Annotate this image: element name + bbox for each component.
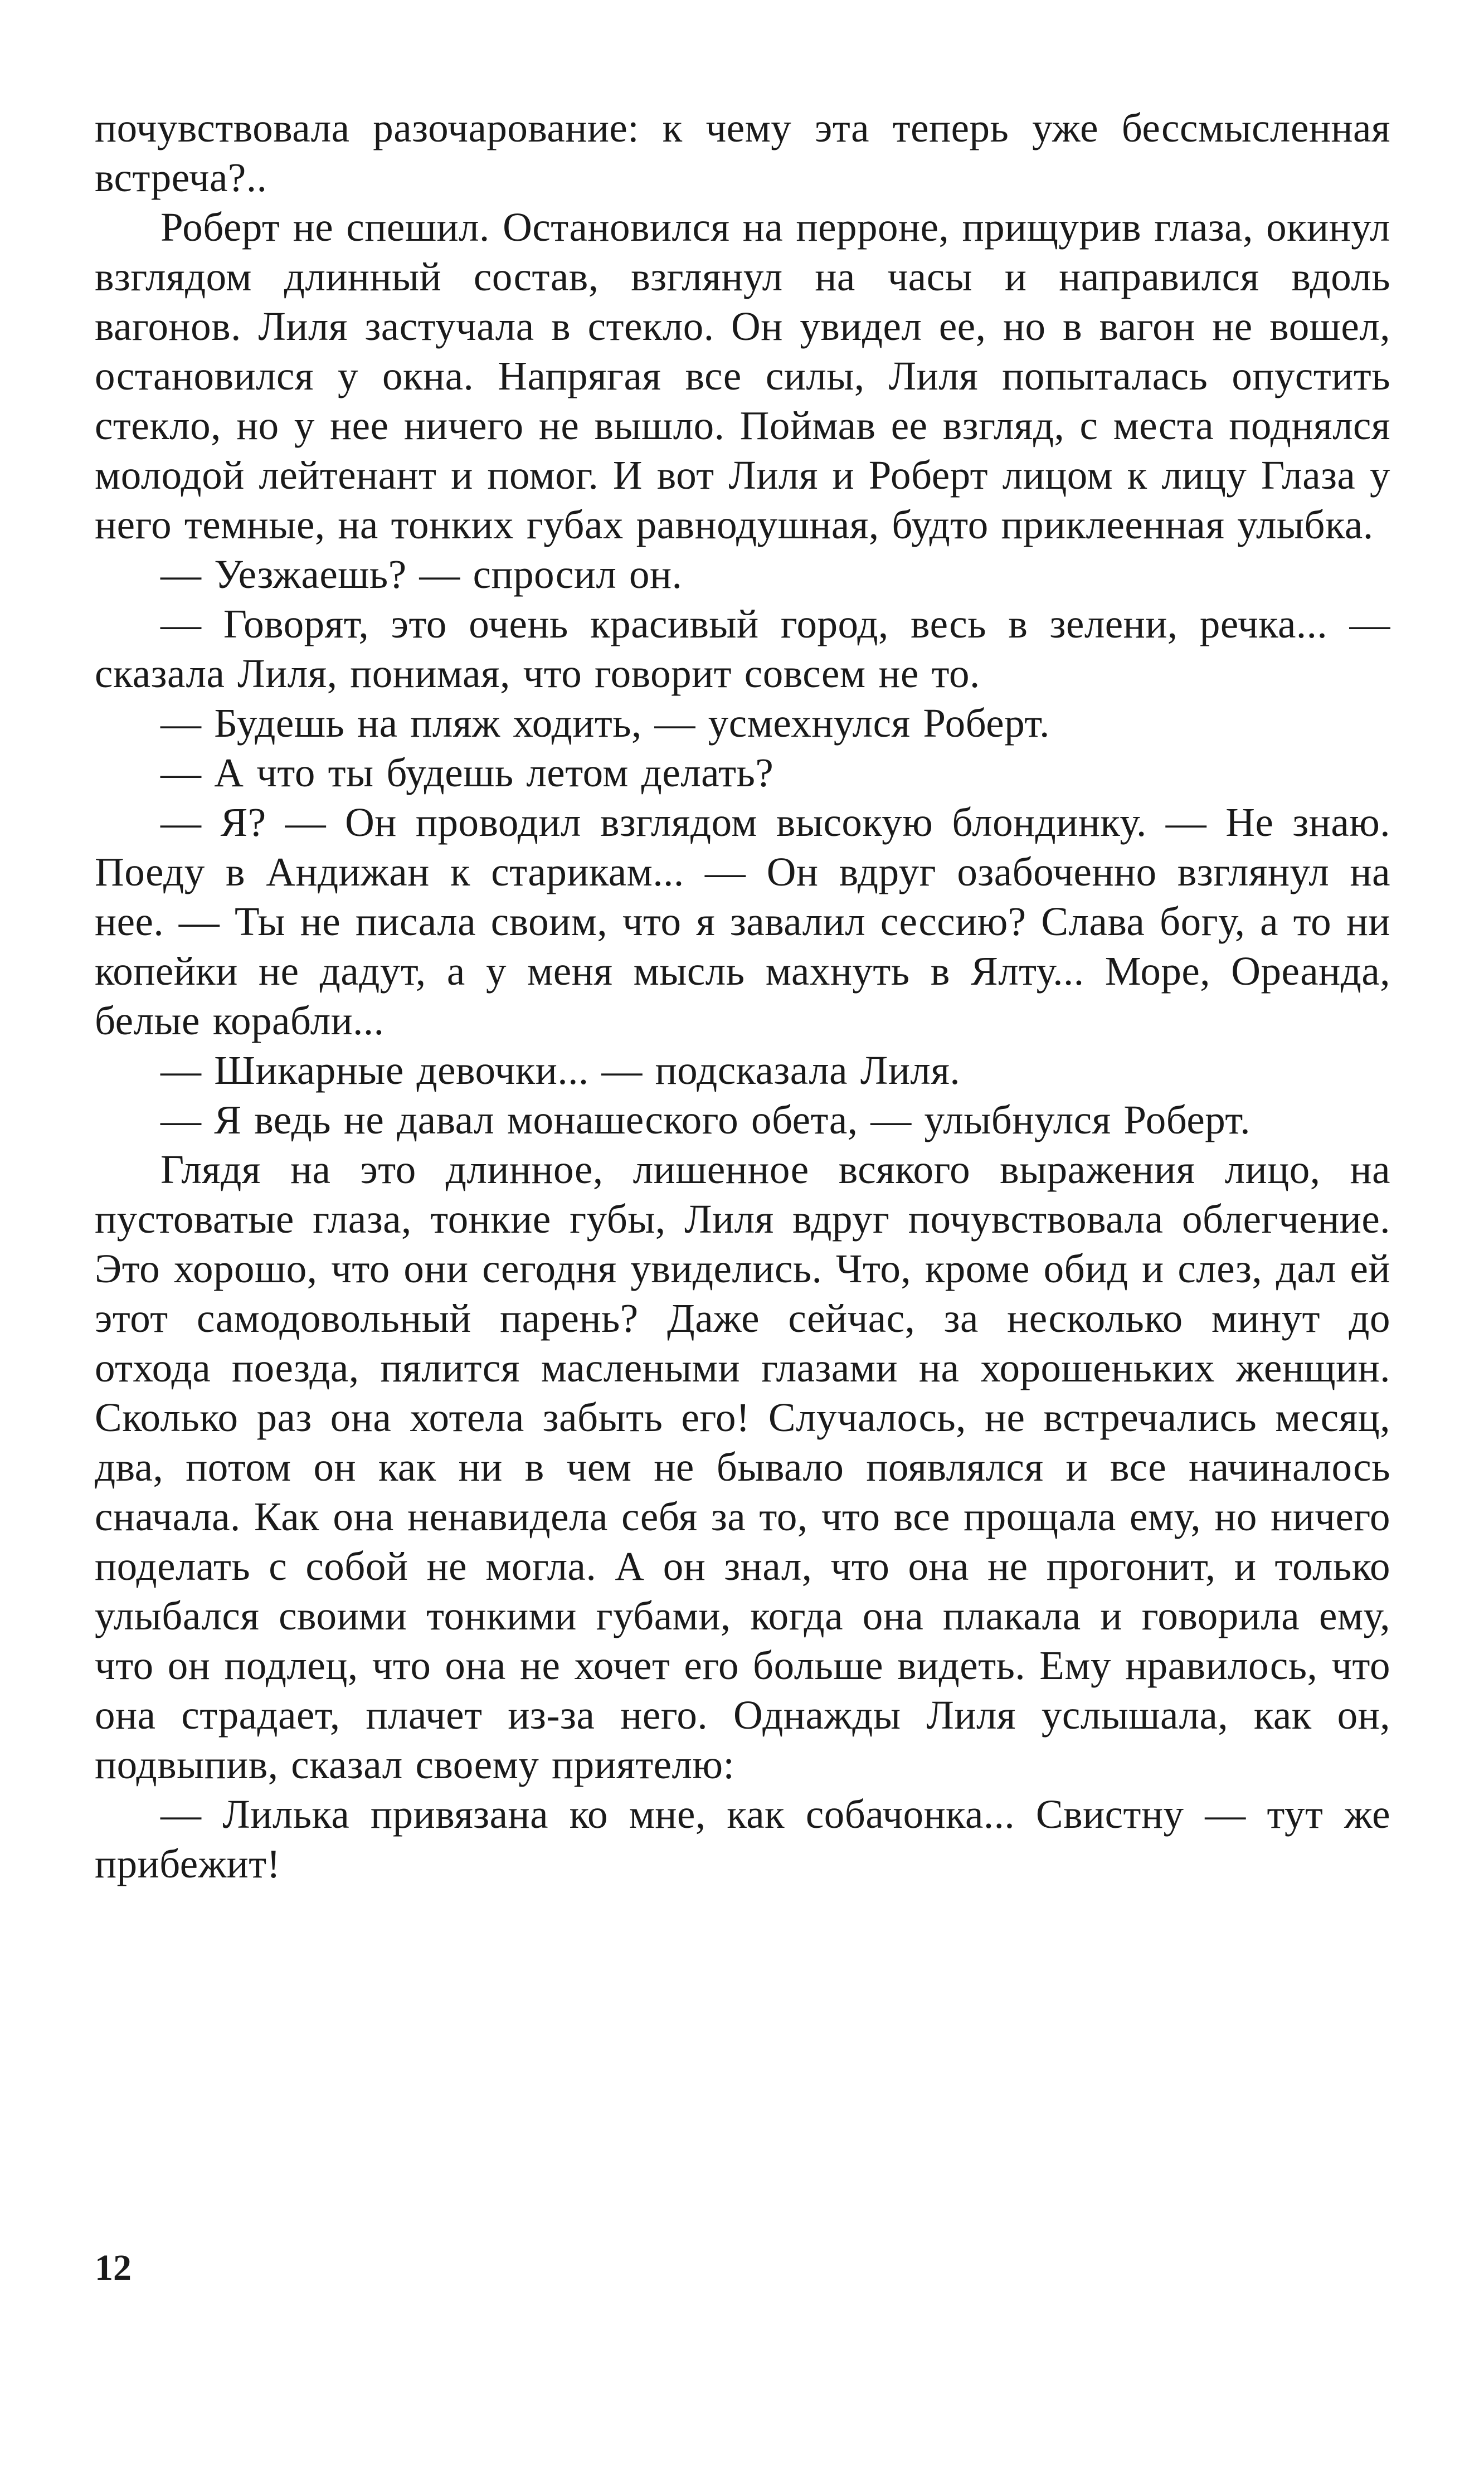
dialogue-line: — Шикарные девочки... — подсказала Лиля. xyxy=(160,1048,961,1093)
dialogue-line: — Будешь на пляж ходить, — усмехнулся Роберт. xyxy=(160,700,1050,746)
dialogue-line: — Я? — Он проводил взглядом высокую блондинку. — Не знаю. Поеду в Андижан к старикам... — Он вдруг озабоченно взглянул на нее. — Ты не писала своим, что я завалил сессию? Слава богу, а то ни копейки не дадут, а у меня мысль махнуть в Ялту... Море, Ореанда, белые корабли... xyxy=(95,800,1390,1043)
dialogue-line: — Уезжаешь? — спросил он. xyxy=(160,552,683,597)
dialogue-line: — Я ведь не давал монашеского обета, — улыбнулся Роберт. xyxy=(160,1097,1251,1142)
dialogue-line: — А что ты будешь летом делать? xyxy=(160,750,774,795)
page-number: 12 xyxy=(95,2247,132,2288)
dialogue-line: — Говорят, это очень красивый город, весь в зелени, речка... — сказала Лиля, понимая, что говорит совсем не то. xyxy=(95,601,1390,696)
dialogue-line: — Лилька привязана ко мне, как собачонка... Свистну — тут же прибежит! xyxy=(95,1792,1390,1886)
paragraph-robert-arrives: Роберт не спешил. Остановился на перроне, прищурив глаза, окинул взглядом длинный состав, взглянул на часы и направился вдоль вагонов. Лиля застучала в стекло. Он увидел ее, но в вагон не вошел, остановился у окна. Напрягая все силы, Лиля попыталась опустить стекло, но у нее ничего не вышло. Поймав ее взгляд, с места поднялся молодой лейтенант и помог. И вот Лиля и Роберт лицом к лицу Глаза у него темные, на тонких губах равнодушная, будто приклеенная улыбка. xyxy=(95,205,1390,547)
paragraph-continuation: почувствовала разочарование: к чему эта теперь уже бессмысленная встреча?.. xyxy=(95,105,1390,200)
paragraph-lilya-relief: Глядя на это длинное, лишенное всякого выражения лицо, на пустоватые глаза, тонкие губы, Лиля вдруг почувствовала облегчение. Это хорошо, что они сегодня увиделись. Что, кроме обид и слез, дал ей этот самодовольный парень? Даже сейчас, за несколько минут до отхода поезда, пялится маслеными глазами на хорошеньких женщин. Сколько раз она хотела забыть его! Случалось, не встречались месяц, два, потом он как ни в чем не бывало появлялся и все начиналось сначала. Как она ненавидела себя за то, что все прощала ему, но ничего поделать с собой не могла. А он знал, что она не прогонит, и только улыбался своими тонкими губами, когда она плакала и говорила ему, что он подлец, что она не хочет его больше видеть. Ему нравилось, что она страдает, плачет из-за него. Однажды Лиля услышала, как он, подвыпив, сказал своему приятелю: xyxy=(95,1147,1390,1787)
body-text xyxy=(95,103,1390,1889)
